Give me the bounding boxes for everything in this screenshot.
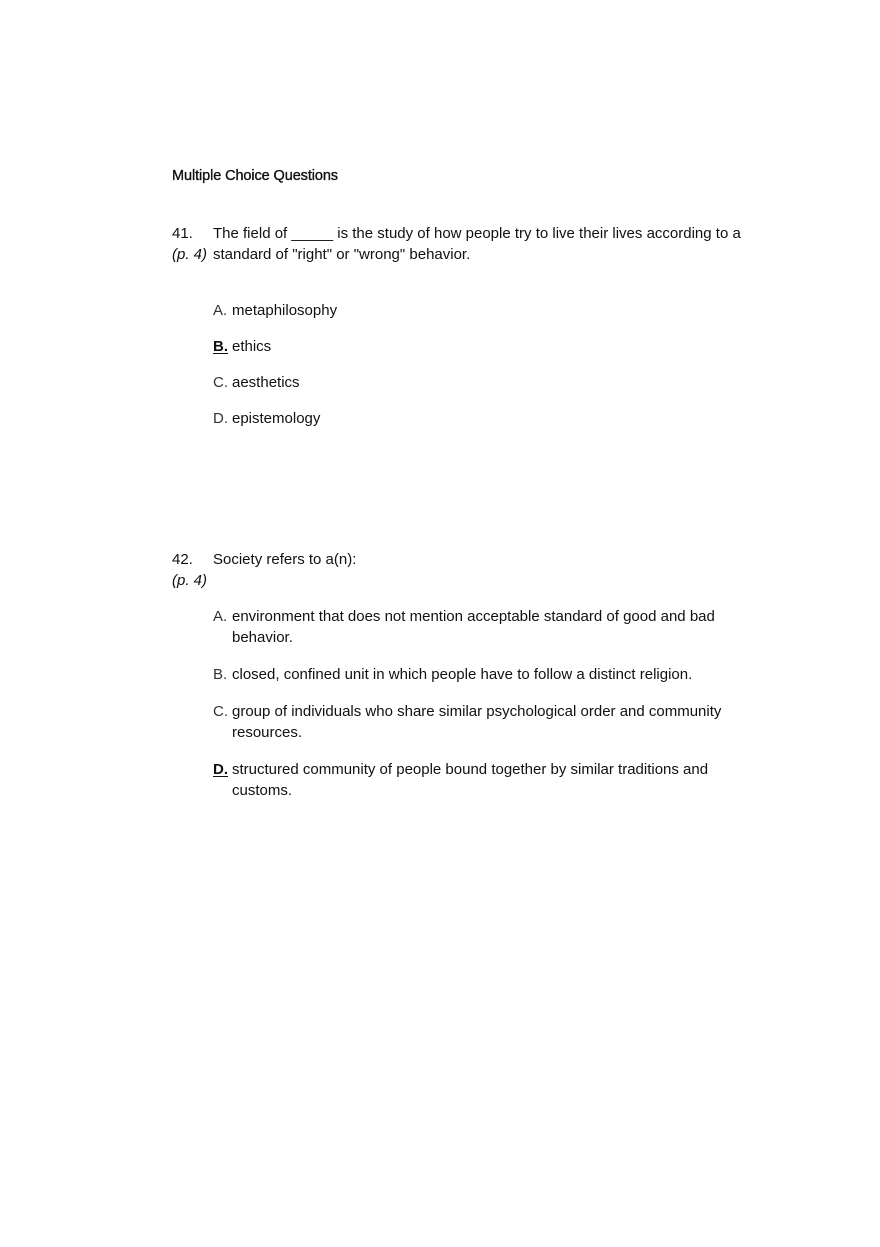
answer-options: [213, 606, 752, 801]
question-text: The field of _____ is the study of how people try to live their lives according to a standard of "right" or "wrong" behavior.: [213, 225, 741, 263]
option-text: closed, confined unit in which people have to follow a distinct religion.: [232, 666, 693, 683]
answer-option-a: [213, 300, 752, 321]
question-stem: [172, 549, 752, 591]
option-text: ethics: [232, 338, 272, 355]
answer-option-c: [213, 701, 752, 743]
option-letter: A.: [213, 302, 228, 319]
question-41: [172, 223, 752, 444]
answer-option-c: [213, 372, 752, 393]
option-letter: A.: [213, 608, 228, 625]
answer-option-d: [213, 759, 752, 801]
answer-option-a: [213, 606, 752, 648]
option-text: group of individuals who share similar psychological order and community resources.: [232, 703, 722, 741]
option-text: environment that does not mention acceptable standard of good and bad behavior.: [232, 608, 715, 646]
question-42: [172, 549, 752, 817]
question-meta: [172, 223, 213, 265]
option-letter: B.: [213, 666, 228, 683]
answer-options: [213, 300, 752, 429]
question-text: Society refers to a(n):: [213, 551, 357, 568]
answer-option-b: [213, 664, 752, 685]
question-number: 42.: [172, 551, 193, 568]
answer-option-b: [213, 336, 752, 357]
option-text: epistemology: [232, 410, 321, 427]
question-number: 41.: [172, 225, 193, 242]
option-letter: C.: [213, 703, 228, 720]
page-reference: (p. 4): [172, 572, 208, 589]
section-heading: Multiple Choice Questions: [172, 168, 338, 184]
correct-option-letter: B.: [213, 338, 228, 355]
question-meta: [172, 549, 213, 591]
option-text: aesthetics: [232, 374, 300, 391]
correct-option-letter: D.: [213, 761, 228, 778]
answer-option-d: [213, 408, 752, 429]
question-stem: [172, 223, 752, 265]
option-letter: D.: [213, 410, 228, 427]
option-text: structured community of people bound together by similar traditions and customs.: [232, 761, 709, 799]
option-text: metaphilosophy: [232, 302, 338, 319]
page-reference: (p. 4): [172, 246, 208, 263]
option-letter: C.: [213, 374, 228, 391]
